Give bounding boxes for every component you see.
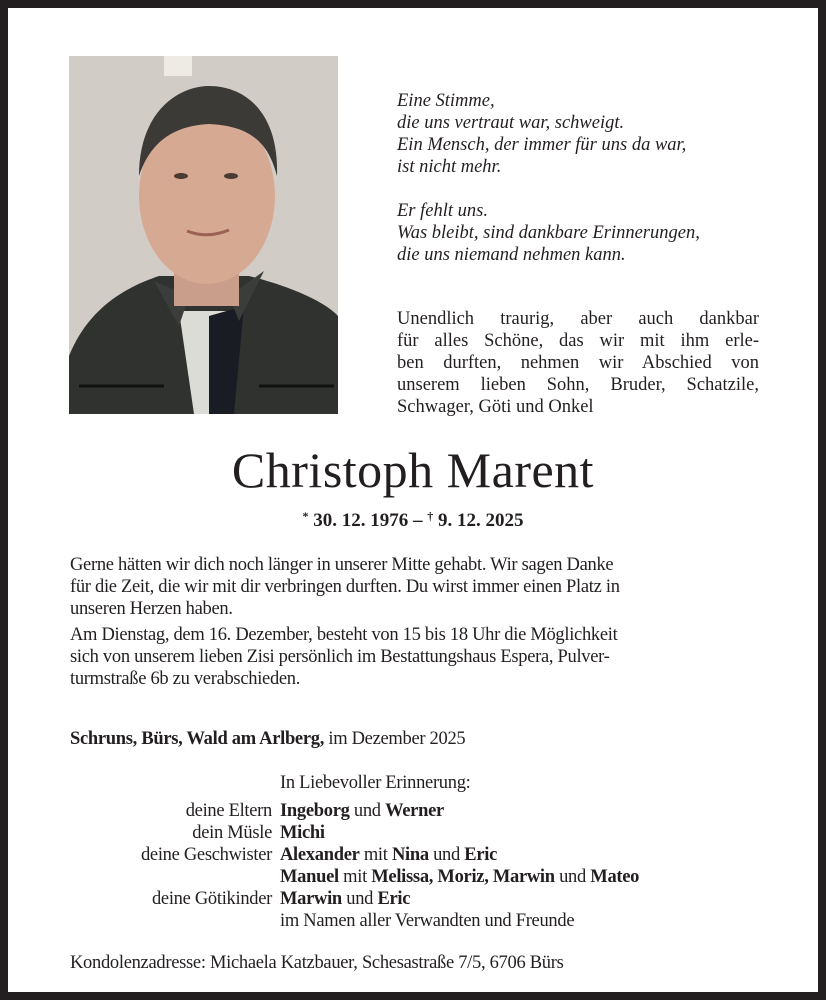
- intro-text: [397, 308, 759, 418]
- mourner-names: im Namen aller Verwandten und Freunde: [280, 911, 575, 931]
- viewing-info-paragraph: [70, 624, 786, 690]
- mourner-name: Werner: [385, 801, 444, 821]
- poem-line: die uns niemand nehmen kann.: [397, 245, 626, 265]
- intro-line: unserem lieben Sohn, Bruder, Schatzile,: [397, 375, 759, 395]
- mourner-names: Marwin und Eric: [280, 889, 411, 909]
- mourner-relation: [8, 866, 280, 888]
- birth-date: 30. 12. 1976: [313, 510, 409, 531]
- mourner-names: [280, 822, 818, 844]
- mourner-names: Ingeborg und Werner: [280, 801, 444, 821]
- farewell-paragraph: [70, 554, 786, 620]
- date-separator: –: [413, 510, 423, 531]
- poem: [397, 90, 700, 288]
- life-dates: [8, 504, 818, 533]
- obituary-page: [8, 8, 818, 992]
- mourner-name: Eric: [464, 845, 497, 865]
- place-date-line: [70, 728, 465, 750]
- mourner-name: Michi: [280, 823, 325, 843]
- mourner-row: [8, 888, 818, 910]
- intro-line: Unendlich traurig, aber auch dankbar: [397, 309, 759, 329]
- poem-line: Eine Stimme,: [397, 91, 495, 111]
- mourner-name: Melissa, Moriz, Marwin: [371, 867, 555, 887]
- paragraph-line: für die Zeit, die wir mit dir verbringen durften. Du wirst immer einen Platz in: [70, 577, 620, 597]
- paragraph-line: sich von unserem lieben Zisi persönlich im Bestattungshaus Espera, Pulver-: [70, 647, 610, 667]
- poem-line: Ein Mensch, der immer für uns da war,: [397, 135, 687, 155]
- mourner-row: [8, 910, 818, 932]
- death-date: 9. 12. 2025: [438, 510, 524, 531]
- mourner-relation: deine Geschwister: [140, 845, 272, 865]
- mourner-name: Marwin: [280, 889, 342, 909]
- mourner-name: Ingeborg: [280, 801, 350, 821]
- portrait-photo: [69, 56, 338, 414]
- mourner-relation: deine Götikinder: [151, 889, 272, 909]
- poem-line: Was bleibt, sind dankbare Erinnerungen,: [397, 223, 700, 243]
- mourners-heading: In Liebevoller Erinnerung:: [280, 773, 471, 793]
- mourner-row: [8, 866, 818, 888]
- mourner-relation: dein Müsle: [192, 823, 272, 843]
- mourner-row: [8, 844, 818, 866]
- condolence-address: Kondolenzadresse: Michaela Katzbauer, Schesastraße 7/5, 6706 Bürs: [70, 953, 564, 973]
- places: Schruns, Bürs, Wald am Arlberg,: [70, 729, 325, 749]
- mourner-relation: deine Eltern: [185, 801, 272, 821]
- mourner-name: Mateo: [590, 867, 640, 887]
- portrait-image: [69, 56, 338, 414]
- birth-symbol: *: [302, 509, 309, 523]
- poem-line: die uns vertraut war, schweigt.: [397, 113, 625, 133]
- place-date: im Dezember 2025: [324, 729, 466, 749]
- mourner-rows: [8, 800, 818, 932]
- mourner-name: Nina: [391, 845, 429, 865]
- paragraph-line: turmstraße 6b zu verabschieden.: [70, 669, 301, 689]
- death-symbol: †: [427, 509, 434, 523]
- mourner-names: Manuel mit Melissa, Moriz, Marwin und Mateo: [280, 867, 640, 887]
- mourner-row: [8, 822, 818, 844]
- paragraph-line: unseren Herzen haben.: [70, 599, 233, 619]
- poem-stanza: [397, 200, 700, 266]
- paragraph-line: Gerne hätten wir dich noch länger in unserer Mitte gehabt. Wir sagen Danke: [70, 555, 614, 575]
- mourner-row: [8, 800, 818, 822]
- mourner-names: Alexander mit Nina und Eric: [280, 845, 497, 865]
- intro-line: Schwager, Göti und Onkel: [397, 397, 594, 417]
- poem-line: Er fehlt uns.: [397, 201, 488, 221]
- deceased-name: Christoph Marent: [231, 442, 595, 498]
- poem-line: ist nicht mehr.: [397, 157, 502, 177]
- mourner-name: Alexander: [280, 845, 360, 865]
- paragraph-line: Am Dienstag, dem 16. Dezember, besteht von 15 bis 18 Uhr die Möglichkeit: [70, 625, 618, 645]
- mourner-name: Eric: [377, 889, 411, 909]
- mourners-heading-row: [8, 772, 818, 794]
- intro-line: für alles Schöne, das wir mit ihm erle-: [397, 331, 759, 351]
- mourner-name: Manuel: [280, 867, 339, 887]
- intro-line: ben durften, nehmen wir Abschied von: [397, 353, 759, 373]
- mourner-relation: [8, 910, 280, 932]
- poem-stanza: [397, 90, 700, 178]
- mourners-list: [8, 772, 818, 932]
